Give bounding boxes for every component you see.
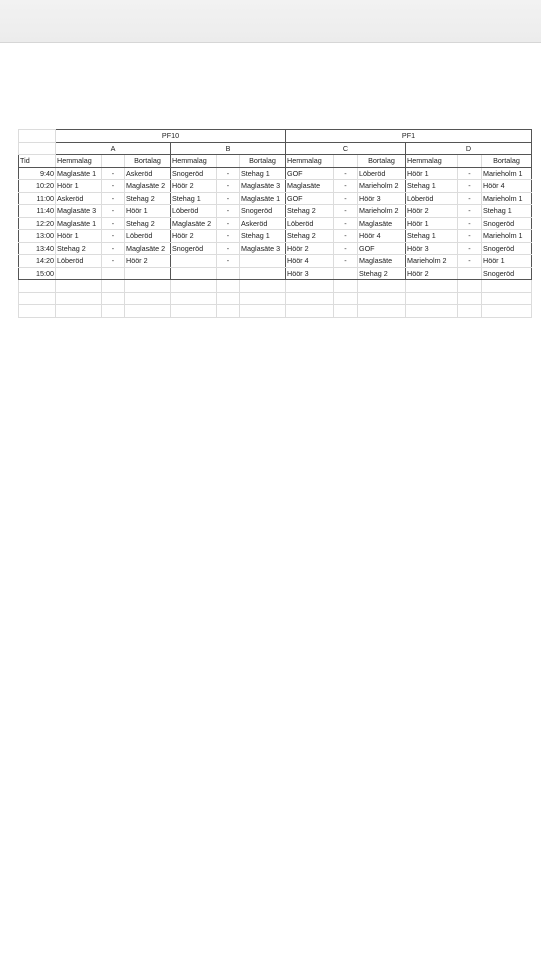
empty-cell (358, 305, 406, 318)
away-team-cell: Snogeröd (482, 267, 532, 280)
home-team-cell: Marieholm 2 (406, 255, 458, 268)
away-team-cell: Snogeröd (482, 217, 532, 230)
away-team-cell: Löberöd (125, 230, 171, 243)
away-team-cell: Stehag 1 (482, 205, 532, 218)
home-team-cell: Höör 2 (171, 230, 217, 243)
separator-cell: - (102, 242, 125, 255)
home-team-cell (56, 267, 102, 280)
separator-cell: - (217, 192, 240, 205)
time-cell: 14:20 (19, 255, 56, 268)
away-team-cell: Stehag 1 (240, 167, 286, 180)
match-row (19, 217, 532, 230)
empty-cell (358, 292, 406, 305)
home-team-cell: Löberöd (171, 205, 217, 218)
empty-grid-row (19, 292, 532, 305)
home-team-cell: Höör 3 (286, 267, 334, 280)
blank-cell (458, 155, 482, 168)
home-team-cell: Höör 1 (56, 180, 102, 193)
separator-cell: - (334, 167, 358, 180)
home-team-cell: Löberöd (286, 217, 334, 230)
empty-cell (482, 292, 532, 305)
empty-cell (56, 280, 102, 293)
empty-cell (334, 305, 358, 318)
away-column-label: Bortalag (240, 155, 286, 168)
separator-cell: - (102, 217, 125, 230)
separator-cell (217, 267, 240, 280)
empty-cell (19, 292, 56, 305)
separator-cell: - (458, 205, 482, 218)
home-team-cell: GOF (286, 192, 334, 205)
empty-cell (406, 305, 458, 318)
home-team-cell: Maglasäte 2 (171, 217, 217, 230)
home-team-cell: Löberöd (406, 192, 458, 205)
empty-grid-row (19, 280, 532, 293)
empty-cell (240, 280, 286, 293)
home-team-cell: Höör 1 (406, 167, 458, 180)
time-cell: 13:00 (19, 230, 56, 243)
home-team-cell (171, 255, 217, 268)
empty-cell (19, 280, 56, 293)
away-team-cell: Maglasäte 2 (125, 242, 171, 255)
separator-cell: - (217, 230, 240, 243)
empty-cell (171, 305, 217, 318)
away-column-label: Bortalag (125, 155, 171, 168)
match-row (19, 267, 532, 280)
blank-cell (19, 130, 56, 143)
away-team-cell: Höör 2 (125, 255, 171, 268)
home-column-label: Hemmalag (286, 155, 334, 168)
empty-cell (458, 280, 482, 293)
away-team-cell: Maglasäte 2 (125, 180, 171, 193)
match-row (19, 230, 532, 243)
separator-cell: - (102, 180, 125, 193)
empty-cell (102, 280, 125, 293)
empty-cell (458, 305, 482, 318)
separator-cell: - (102, 192, 125, 205)
separator-cell: - (217, 180, 240, 193)
separator-cell: - (102, 167, 125, 180)
empty-cell (482, 305, 532, 318)
separator-cell: - (334, 255, 358, 268)
away-team-cell: GOF (358, 242, 406, 255)
away-team-cell: Höör 1 (125, 205, 171, 218)
away-team-cell: Marieholm 1 (482, 192, 532, 205)
home-team-cell: Löberöd (56, 255, 102, 268)
separator-cell: - (458, 217, 482, 230)
home-team-cell: Stehag 1 (406, 180, 458, 193)
separator-cell: - (334, 192, 358, 205)
home-team-cell (171, 267, 217, 280)
home-team-cell: Höör 2 (406, 205, 458, 218)
home-team-cell: Snogeröd (171, 242, 217, 255)
home-column-label: Hemmalag (171, 155, 217, 168)
schedule-spreadsheet (18, 129, 532, 318)
separator-cell: - (458, 242, 482, 255)
home-team-cell: Maglasäte 3 (56, 205, 102, 218)
empty-cell (240, 305, 286, 318)
pool-header-b: B (171, 142, 286, 155)
home-team-cell: Höör 2 (171, 180, 217, 193)
away-team-cell: Snogeröd (482, 242, 532, 255)
empty-cell (125, 305, 171, 318)
away-team-cell: Marieholm 1 (482, 230, 532, 243)
time-cell: 13:40 (19, 242, 56, 255)
separator-cell: - (334, 180, 358, 193)
match-row (19, 242, 532, 255)
separator-cell: - (102, 255, 125, 268)
separator-cell: - (458, 167, 482, 180)
empty-cell (286, 305, 334, 318)
separator-cell: - (217, 167, 240, 180)
home-column-label: Hemmalag (56, 155, 102, 168)
home-team-cell: Snogeröd (171, 167, 217, 180)
empty-cell (125, 280, 171, 293)
away-team-cell (240, 255, 286, 268)
separator-cell: - (217, 242, 240, 255)
empty-cell (286, 292, 334, 305)
away-team-cell: Maglasäte (358, 255, 406, 268)
separator-cell: - (334, 242, 358, 255)
time-column-label: Tid (19, 155, 56, 168)
group-header-pf1: PF1 (286, 130, 532, 143)
home-team-cell: GOF (286, 167, 334, 180)
separator-cell: - (217, 255, 240, 268)
time-cell: 12:20 (19, 217, 56, 230)
away-team-cell (240, 267, 286, 280)
empty-cell (334, 280, 358, 293)
home-team-cell: Höör 1 (56, 230, 102, 243)
away-team-cell: Maglasäte 3 (240, 242, 286, 255)
empty-cell (171, 280, 217, 293)
home-team-cell: Stehag 1 (406, 230, 458, 243)
separator-cell: - (458, 230, 482, 243)
pool-header-d: D (406, 142, 532, 155)
empty-cell (56, 292, 102, 305)
home-team-cell: Maglasäte (286, 180, 334, 193)
away-team-cell: Marieholm 2 (358, 205, 406, 218)
empty-cell (56, 305, 102, 318)
away-team-cell: Maglasäte 3 (240, 180, 286, 193)
home-team-cell: Höör 3 (406, 242, 458, 255)
empty-cell (171, 292, 217, 305)
home-team-cell: Höör 2 (286, 242, 334, 255)
away-team-cell: Stehag 1 (240, 230, 286, 243)
separator-cell: - (102, 205, 125, 218)
pool-header-c: C (286, 142, 406, 155)
empty-cell (406, 292, 458, 305)
empty-cell (358, 280, 406, 293)
empty-cell (334, 292, 358, 305)
group-header-pf10: PF10 (56, 130, 286, 143)
home-team-cell: Stehag 2 (286, 230, 334, 243)
time-cell: 11:40 (19, 205, 56, 218)
time-cell: 9:40 (19, 167, 56, 180)
home-column-label: Hemmalag (406, 155, 458, 168)
separator-cell (102, 267, 125, 280)
match-row (19, 180, 532, 193)
home-team-cell: Maglasäte 1 (56, 217, 102, 230)
empty-cell (286, 280, 334, 293)
time-cell: 15:00 (19, 267, 56, 280)
empty-cell (217, 292, 240, 305)
separator-cell: - (458, 255, 482, 268)
time-cell: 10:20 (19, 180, 56, 193)
blank-cell (334, 155, 358, 168)
empty-cell (458, 292, 482, 305)
blank-cell (19, 142, 56, 155)
away-team-cell: Höör 1 (482, 255, 532, 268)
group-header-row (19, 130, 532, 143)
separator-cell (458, 267, 482, 280)
home-team-cell: Höör 1 (406, 217, 458, 230)
time-cell: 11:00 (19, 192, 56, 205)
away-team-cell: Höör 4 (482, 180, 532, 193)
away-team-cell: Löberöd (358, 167, 406, 180)
match-row (19, 205, 532, 218)
match-row (19, 167, 532, 180)
pool-header-row (19, 142, 532, 155)
separator-cell: - (217, 217, 240, 230)
separator-cell: - (102, 230, 125, 243)
home-team-cell: Höör 2 (406, 267, 458, 280)
blank-cell (217, 155, 240, 168)
away-team-cell: Höör 3 (358, 192, 406, 205)
empty-cell (217, 305, 240, 318)
separator-cell (334, 267, 358, 280)
home-team-cell: Stehag 2 (286, 205, 334, 218)
away-team-cell: Stehag 2 (125, 217, 171, 230)
home-team-cell: Höör 4 (286, 255, 334, 268)
match-row (19, 192, 532, 205)
empty-cell (482, 280, 532, 293)
empty-cell (406, 280, 458, 293)
away-column-label: Bortalag (358, 155, 406, 168)
away-team-cell: Maglasäte (358, 217, 406, 230)
empty-cell (102, 305, 125, 318)
separator-cell: - (217, 205, 240, 218)
separator-cell: - (334, 217, 358, 230)
separator-cell: - (458, 180, 482, 193)
home-team-cell: Stehag 2 (56, 242, 102, 255)
away-team-cell: Marieholm 2 (358, 180, 406, 193)
separator-cell: - (334, 205, 358, 218)
away-team-cell: Askeröd (240, 217, 286, 230)
separator-cell: - (458, 192, 482, 205)
away-team-cell: Höör 4 (358, 230, 406, 243)
away-team-cell: Stehag 2 (125, 192, 171, 205)
home-team-cell: Stehag 1 (171, 192, 217, 205)
viewer-toolbar (0, 0, 541, 43)
home-team-cell: Maglasäte 1 (56, 167, 102, 180)
away-team-cell (125, 267, 171, 280)
empty-cell (102, 292, 125, 305)
away-team-cell: Marieholm 1 (482, 167, 532, 180)
pool-header-a: A (56, 142, 171, 155)
away-team-cell: Askeröd (125, 167, 171, 180)
blank-cell (102, 155, 125, 168)
away-team-cell: Maglasäte 1 (240, 192, 286, 205)
column-label-row (19, 155, 532, 168)
empty-cell (217, 280, 240, 293)
away-team-cell: Snogeröd (240, 205, 286, 218)
empty-cell (19, 305, 56, 318)
empty-grid-row (19, 305, 532, 318)
away-team-cell: Stehag 2 (358, 267, 406, 280)
empty-cell (125, 292, 171, 305)
home-team-cell: Askeröd (56, 192, 102, 205)
away-column-label: Bortalag (482, 155, 532, 168)
match-row (19, 255, 532, 268)
empty-cell (240, 292, 286, 305)
separator-cell: - (334, 230, 358, 243)
